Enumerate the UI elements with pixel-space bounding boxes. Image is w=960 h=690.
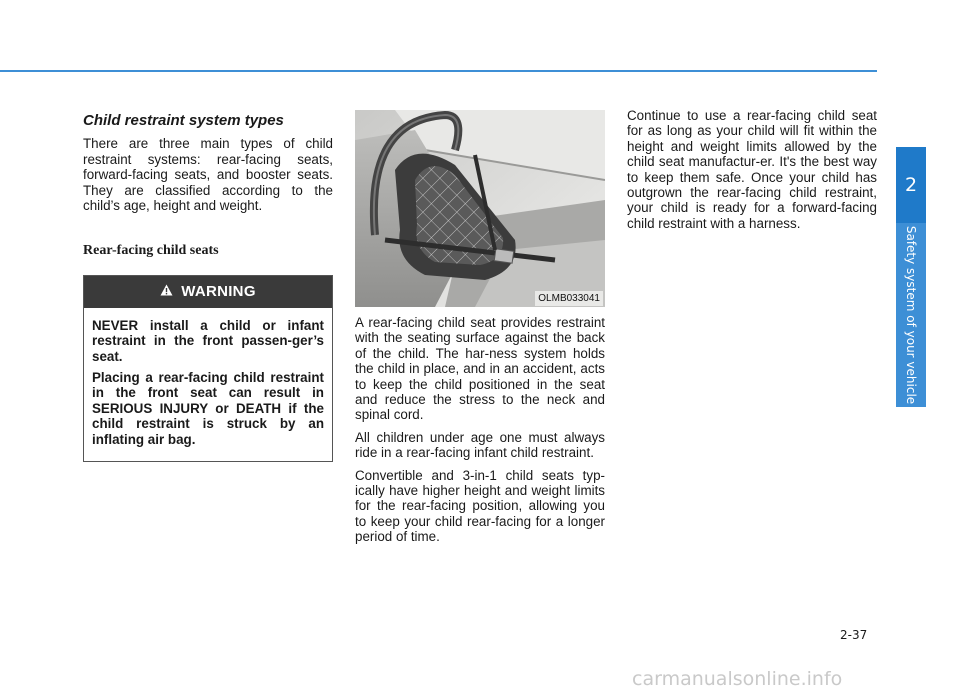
column-left [83,110,333,462]
chapter-title-wrap [896,227,926,403]
footer-watermark: carmanualsonline.info [632,668,843,690]
warning-paragraph-2: Placing a rear-facing child restraint in the front seat can result in SERIOUS INJURY or DEATH if the child restraint is struck by an inflating air bag. [92,370,324,447]
car-seat-illustration [355,110,605,307]
header-rule [0,70,877,72]
page-number: 2-37 [840,628,868,642]
rear-facing-seat-photo [355,110,605,307]
section-title: Child restraint system types [83,112,284,129]
subsection-title: Rear-facing child seats [83,243,219,259]
warning-triangle-icon [160,284,173,299]
warning-paragraph-1: NEVER install a child or infant restraint in the front passen-ger’s seat. [92,317,324,364]
middle-paragraph-1: A rear-facing child seat provides restraint with the seating surface against the back of the child. The har-ness system holds the child in place, and in an accident, acts to keep the child positioned in the seat and reduce the stress to the neck and spinal cord. [355,315,605,423]
middle-paragraph-2: All children under age one must always ride in a rear-facing infant child restraint. [355,429,605,461]
chapter-title: Safety system of your vehicle [904,225,918,405]
chapter-tab [896,147,926,407]
warning-box [83,275,333,462]
photo-code: OLMB033041 [535,291,603,306]
column-middle [355,110,605,552]
warning-body [84,308,332,461]
intro-paragraph: There are three main types of child restraint systems: rear-facing seats, forward-facing seats, and booster seats. They are classified according to the child’s age, height and weight. [83,136,333,214]
chapter-number: 2 [896,147,926,223]
column-right [627,108,877,238]
warning-header [84,276,332,308]
right-paragraph-1: Continue to use a rear-facing child seat for as long as your child will fit within the height and weight limits allowed by the child seat manufactur-er. It's the best way to keep them safe. Once your child has outgrown the rear-facing child restraint, your child is ready for a forward-facing child restraint with a harness. [627,108,877,231]
warning-label: WARNING [181,283,256,301]
middle-paragraph-3: Convertible and 3-in-1 child seats typ-ically have higher height and weight limits for the rear-facing position, allowing you to keep your child rear-facing for a longer period of time. [355,467,605,545]
